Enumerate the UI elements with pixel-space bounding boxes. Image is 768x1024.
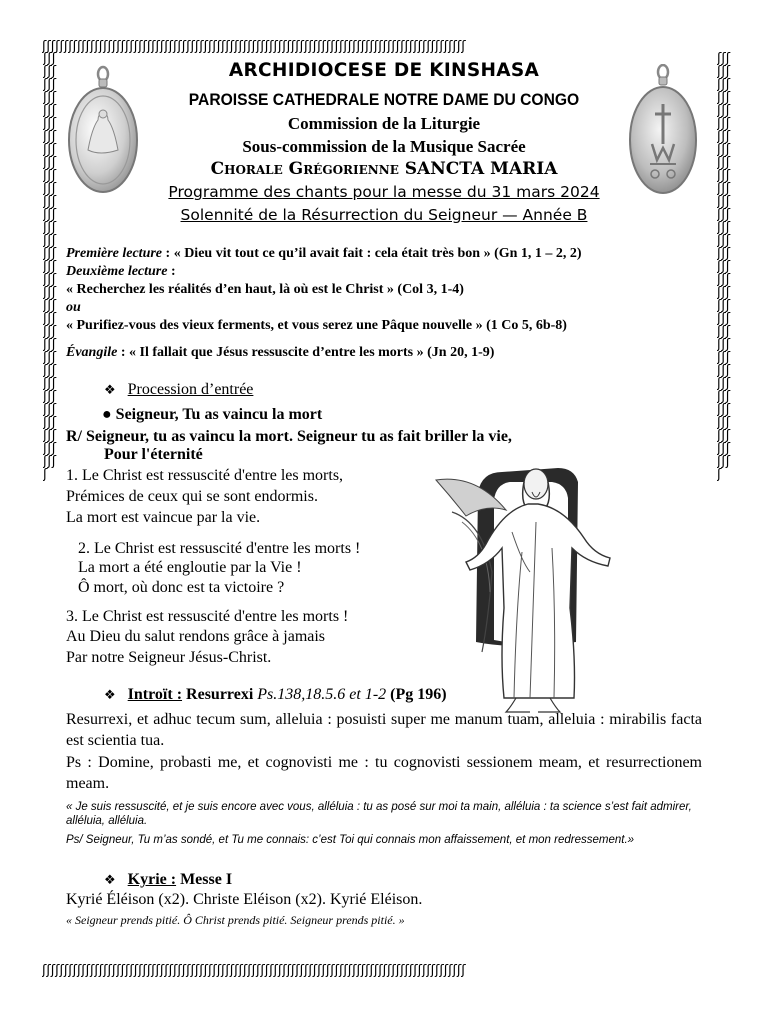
kyrie-mass: Messe I bbox=[176, 871, 233, 888]
page-border-bottom: ʃʃʃʃʃʃʃʃʃʃʃʃʃʃʃʃʃʃʃʃʃʃʃʃʃʃʃʃʃʃʃʃʃʃʃʃʃʃʃʃʃʃʃʃʃʃʃʃʃʃʃʃʃʃʃʃʃʃʃʃʃʃʃʃʃʃʃʃʃʃʃʃʃʃʃʃʃʃʃʃʃʃʃʃʃʃʃʃʃʃʃʃʃʃʃʃʃ bbox=[42, 964, 466, 978]
program-title: Programme des chants pour la messe du 31 mars 2024 bbox=[168, 183, 600, 201]
procession-heading bbox=[104, 381, 253, 399]
kyrie-french: « Seigneur prends pitié. Ô Christ prends pitié. Seigneur prends pitié. » bbox=[66, 913, 405, 927]
introit-heading bbox=[104, 686, 447, 704]
gospel-reading bbox=[66, 345, 494, 361]
kyrie-heading bbox=[104, 871, 232, 889]
page-border-right: ʃʃʃʃʃʃʃʃʃʃʃʃʃʃʃʃʃʃʃʃʃʃʃʃʃʃʃʃʃʃʃʃʃʃʃʃʃʃʃʃʃʃʃʃʃʃʃʃʃʃʃʃʃʃʃʃʃʃʃʃʃʃʃʃʃʃʃʃʃʃʃʃʃʃʃʃʃʃʃʃʃʃʃʃʃʃʃʃʃʃʃʃʃʃʃʃʃ bbox=[717, 52, 731, 482]
introit-latin-antiphon: Resurrexi, et adhuc tecum sum, alleluia : posuisti super me manum tuam, alleluia : mirabilis facta est scientia tua. bbox=[66, 711, 702, 749]
introit-page: (Pg 196) bbox=[386, 686, 447, 703]
verse-1-line-3: La mort est vaincue par la vie. bbox=[66, 509, 261, 526]
verse-3-line-2: Au Dieu du salut rendons grâce à jamais bbox=[66, 628, 326, 645]
kyrie-latin: Kyrié Éléison (x2). Christe Eléison (x2). Kyrié Eléison. bbox=[66, 891, 423, 908]
procession-song-title: ● Seigneur, Tu as vaincu la mort bbox=[102, 406, 323, 423]
risen-christ-illustration bbox=[432, 452, 637, 714]
refrain-line-1: R/ Seigneur, tu as vaincu la mort. Seigneur tu as fait briller la vie, bbox=[66, 428, 512, 445]
introit-french-psalm: Ps/ Seigneur, Tu m’as sondé, et Tu me connais: c’est Toi qui connais mon affaissement, et mon redressement.» bbox=[66, 834, 635, 846]
feast-title: Solennité de la Résurrection du Seigneur — Année B bbox=[180, 206, 588, 224]
verse-3-line-3: Par notre Seigneur Jésus-Christ. bbox=[66, 649, 272, 666]
page-border-top: ʃʃʃʃʃʃʃʃʃʃʃʃʃʃʃʃʃʃʃʃʃʃʃʃʃʃʃʃʃʃʃʃʃʃʃʃʃʃʃʃʃʃʃʃʃʃʃʃʃʃʃʃʃʃʃʃʃʃʃʃʃʃʃʃʃʃʃʃʃʃʃʃʃʃʃʃʃʃʃʃʃʃʃʃʃʃʃʃʃʃʃʃʃʃʃʃʃ bbox=[42, 40, 466, 54]
subcommission-title: Sous-commission de la Musique Sacrée bbox=[242, 137, 526, 156]
gospel-label: Évangile bbox=[66, 345, 118, 360]
refrain-line-2: Pour l'éternité bbox=[104, 446, 203, 463]
introit-label: Introït : bbox=[127, 686, 183, 703]
procession-title: Procession d’entrée bbox=[127, 381, 254, 398]
first-reading-text: : « Dieu vit tout ce qu’il avait fait : cela était très bon » (Gn 1, 1 – 2, 2) bbox=[162, 246, 582, 261]
verse-3-line-1: 3. Le Christ est ressuscité d'entre les morts ! bbox=[66, 608, 349, 625]
diamond-bullet-icon: ❖ bbox=[104, 688, 116, 703]
second-reading-colon: : bbox=[167, 264, 176, 279]
verse-1-line-2: Prémices de ceux qui se sont endormis. bbox=[66, 488, 318, 505]
introit-latin-psalm: Ps : Domine, probasti me, et cognovisti me : tu cognovisti sessionem meam, et resurrectionem meam. bbox=[66, 754, 702, 792]
archdiocese-title: ARCHIDIOCESE DE KINSHASA bbox=[228, 60, 540, 81]
second-reading-heading bbox=[66, 264, 176, 280]
diamond-bullet-icon: ❖ bbox=[104, 383, 116, 398]
choir-title: Chorale Grégorienne SANCTA MARIA bbox=[210, 159, 558, 179]
first-reading-label: Première lecture bbox=[66, 246, 163, 261]
kyrie-label: Kyrie : bbox=[127, 871, 177, 888]
verse-2-line-3: Ô mort, où donc est ta victoire ? bbox=[78, 579, 285, 596]
commission-title: Commission de la Liturgie bbox=[287, 114, 481, 133]
reading-or: ou bbox=[66, 300, 81, 315]
second-reading-label: Deuxième lecture bbox=[66, 264, 168, 279]
gospel-text: : « Il fallait que Jésus ressuscite d’entre les morts » (Jn 20, 1-9) bbox=[117, 345, 495, 360]
first-reading bbox=[66, 246, 582, 262]
second-reading-option-b: « Purifiez-vous des vieux ferments, et vous serez une Pâque nouvelle » (1 Co 5, 6b-8) bbox=[66, 318, 567, 333]
introit-french-antiphon: « Je suis ressuscité, et je suis encore avec vous, alléluia : tu as posé sur moi ta main, alléluia : ta science s’est fait admirer, alléluia, alléluia. bbox=[66, 801, 692, 827]
page-border-left: ʃʃʃʃʃʃʃʃʃʃʃʃʃʃʃʃʃʃʃʃʃʃʃʃʃʃʃʃʃʃʃʃʃʃʃʃʃʃʃʃʃʃʃʃʃʃʃʃʃʃʃʃʃʃʃʃʃʃʃʃʃʃʃʃʃʃʃʃʃʃʃʃʃʃʃʃʃʃʃʃʃʃʃʃʃʃʃʃʃʃʃʃʃʃʃʃʃ bbox=[43, 52, 57, 482]
verse-2-line-1: 2. Le Christ est ressuscité d'entre les morts ! bbox=[78, 540, 361, 557]
introit-psalm-ref: Ps.138,18.5.6 et 1-2 bbox=[257, 686, 387, 703]
verse-2-line-2: La mort a été engloutie par la Vie ! bbox=[78, 559, 302, 576]
diamond-bullet-icon: ❖ bbox=[104, 873, 116, 888]
parish-title: PAROISSE CATHEDRALE NOTRE DAME DU CONGO bbox=[188, 90, 580, 109]
verse-1-line-1: 1. Le Christ est ressuscité d'entre les morts, bbox=[66, 467, 344, 484]
second-reading-option-a: « Recherchez les réalités d’en haut, là où est le Christ » (Col 3, 1-4) bbox=[66, 282, 464, 297]
introit-name: Resurrexi bbox=[182, 686, 258, 703]
